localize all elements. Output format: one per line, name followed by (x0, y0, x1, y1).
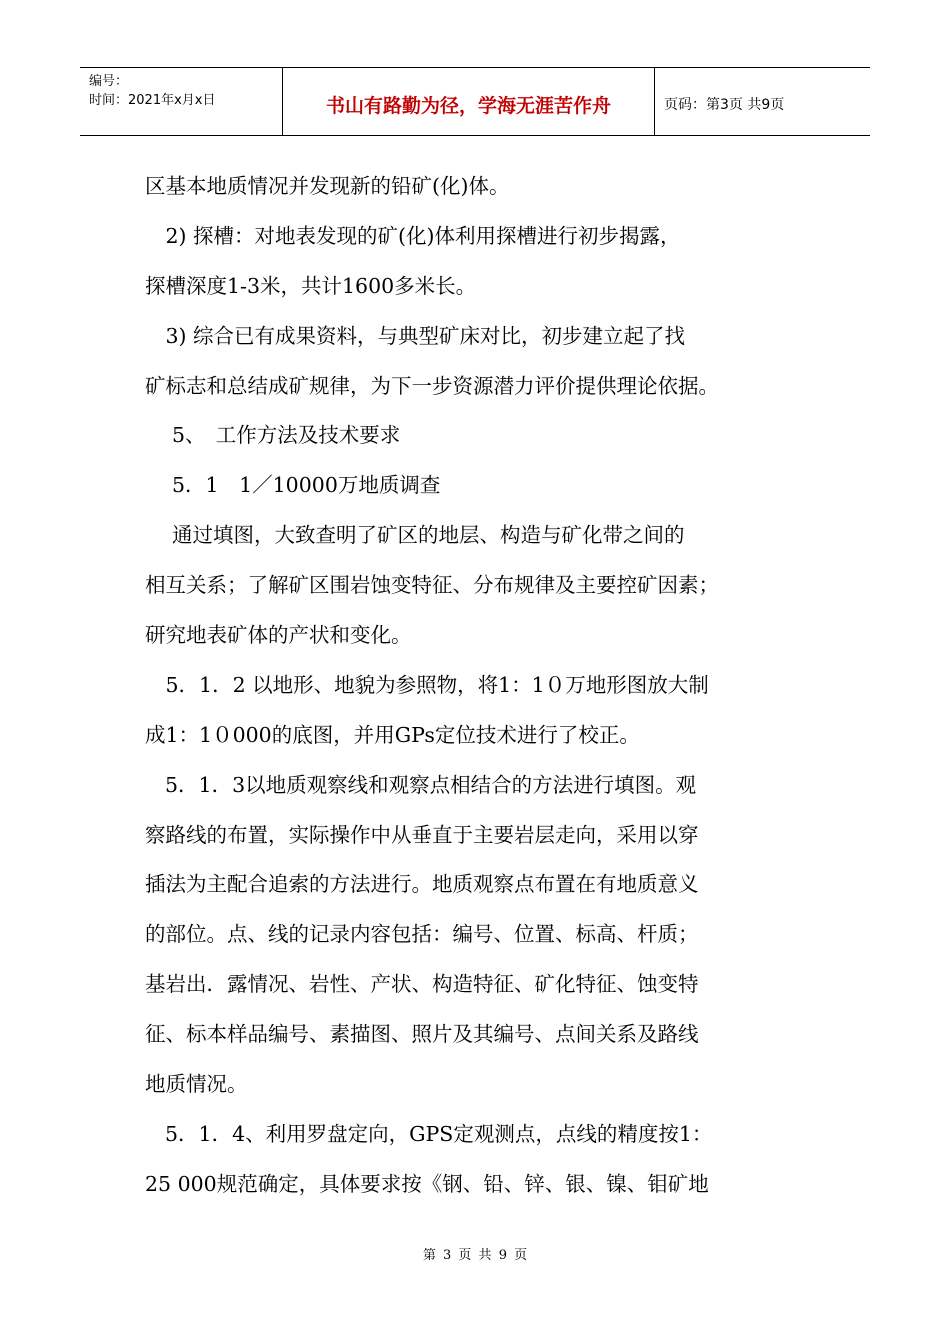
body-line: 征、标本样品编号、素描图、照片及其编号、点间关系及路线 (145, 1022, 699, 1047)
body-line: 3) 综合已有成果资料，与典型矿床对比，初步建立起了找 (145, 323, 686, 348)
body-line: 区基本地质情况并发现新的铅矿(化)体。 (145, 174, 510, 198)
body-line: 矿标志和总结成矿规律，为下一步资源潜力评价提供理论依据。 (145, 373, 719, 398)
body-line: 相互关系；了解矿区围岩蚀变特征、分布规律及主要控矿因素； (145, 573, 719, 598)
header-meta (80, 68, 283, 135)
document-body (145, 162, 825, 1210)
body-line: 基岩出．露情况、岩性、产状、构造特征、矿化特征、蚀变特 (145, 972, 699, 997)
body-line: 2) 探槽：对地表发现的矿(化)体利用探槽进行初步揭露， (145, 223, 681, 248)
document-time-label: 时间：2021年x月x日 (89, 93, 216, 108)
body-line: 5．1．3以地质观察线和观察点相结合的方法进行填图。观 (165, 772, 697, 797)
header-motto: 书山有路勤为径，学海无涯苦作舟 (283, 68, 655, 135)
body-line: 插法为主配合追索的方法进行。地质观察点布置在有地质意义 (145, 872, 699, 897)
section-heading: 5、 工作方法及技术要求 (145, 423, 401, 448)
body-line: 的部位。点、线的记录内容包括：编号、位置、标高、杆质； (145, 922, 699, 947)
body-line: 探槽深度1-3米，共计1600多米长。 (145, 273, 477, 298)
body-line: 25 000规范确定，具体要求按《钢、铅、锌、银、镍、钼矿地 (145, 1171, 709, 1196)
body-line: 成1：1０000的底图，并用GPs定位技术进行了校正。 (145, 722, 640, 747)
document-number-label: 编号： (89, 74, 129, 89)
body-line: 5．1．4、利用罗盘定向，GPS定观测点，点线的精度按1： (165, 1121, 713, 1146)
body-line: 研究地表矿体的产状和变化。 (145, 623, 412, 648)
body-line: 5．1．2 以地形、地貌为参照物，将1：1０万地形图放大制 (145, 672, 709, 697)
page-footer: 第 3 页 共 9 页 (422, 1248, 528, 1263)
body-line: 地质情况。 (145, 1072, 248, 1097)
body-line: 通过填图，大致查明了矿区的地层、构造与矿化带之间的 (145, 523, 685, 548)
subsection-heading: 5．1 1／10000万地质调查 (145, 473, 441, 498)
body-line: 察路线的布置，实际操作中从垂直于主要岩层走向，采用以穿 (145, 822, 699, 847)
header-page-info: 页码：第3页 共9页 (664, 96, 785, 113)
page-header (80, 67, 870, 136)
